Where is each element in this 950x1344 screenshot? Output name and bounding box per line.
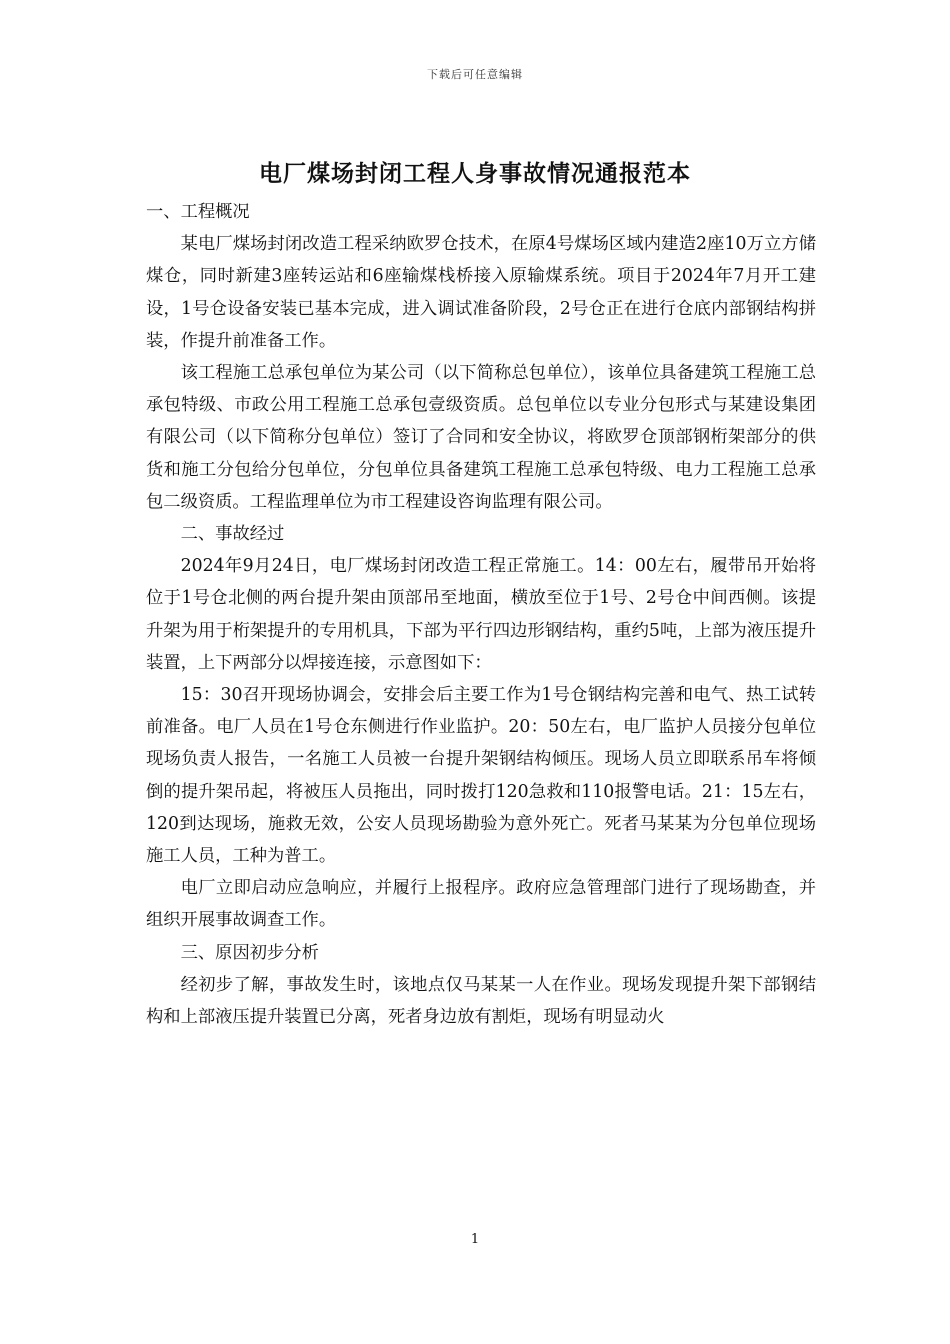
paragraph: 电厂立即启动应急响应，并履行上报程序。政府应急管理部门进行了现场勘查，并组织开展事故调查工作。: [146, 878, 816, 931]
section-heading-cause-analysis: 三、原因初步分析: [180, 942, 319, 963]
paragraph: 2024年9月24日，电厂煤场封闭改造工程正常施工。14：00左右，履带吊开始将位于1号仓北侧的两台提升架由顶部吊至地面，横放至位于1号、2号仓中间西侧。该提升架为用于桁架提升的专用机具，下部为平行四边形钢结构，重约5吨，上部为液压提升装置，上下两部分以焊接连接，示意图如下：: [146, 556, 816, 673]
paragraph: 该工程施工总承包单位为某公司（以下简称总包单位），该单位具备建筑工程施工总承包特级、市政公用工程施工总承包壹级资质。总包单位以专业分包形式与某建设集团有限公司（以下简称分包单位）签订了合同和安全协议，将欧罗仓顶部钢桁架部分的供货和施工分包给分包单位，分包单位具备建筑工程施工总承包特级、电力工程施工总承包二级资质。工程监理单位为市工程建设咨询监理有限公司。: [146, 363, 816, 512]
page-number: 1: [470, 1232, 480, 1247]
paragraph: 经初步了解，事故发生时，该地点仅马某某一人在作业。现场发现提升架下部钢结构和上部液压提升装置已分离，死者身边放有割炬，现场有明显动火: [146, 974, 816, 1028]
document-body: [146, 196, 816, 1033]
document-title: 电厂煤场封闭工程人身事故情况通报范本: [259, 160, 691, 187]
section-heading-overview: 一、工程概况: [146, 202, 250, 222]
paragraph: 某电厂煤场封闭改造工程采纳欧罗仓技术，在原4号煤场区域内建造2座10万立方储煤仓，同时新建3座转运站和6座输煤栈桥接入原输煤系统。项目于2024年7月开工建设，1号仓设备安装已基本完成，进入调试准备阶段，2号仓正在进行仓底内部钢结构拼装，作提升前准备工作。: [146, 234, 816, 351]
page-header: 下载后可任意编辑: [427, 68, 523, 81]
paragraph: 15：30召开现场协调会，安排会后主要工作为1号仓钢结构完善和电气、热工试转前准备。电厂人员在1号仓东侧进行作业监护。20：50左右，电厂监护人员接分包单位现场负责人报告，一名施工人员被一台提升架钢结构倾压。现场人员立即联系吊车将倾倒的提升架吊起，将被压人员拖出，同时拨打120急救和110报警电话。21：15左右，120到达现场，施救无效，公安人员现场勘验为意外死亡。死者马某某为分包单位现场施工人员，工种为普工。: [146, 685, 816, 867]
section-heading-accident-process: 二、事故经过: [180, 524, 285, 545]
